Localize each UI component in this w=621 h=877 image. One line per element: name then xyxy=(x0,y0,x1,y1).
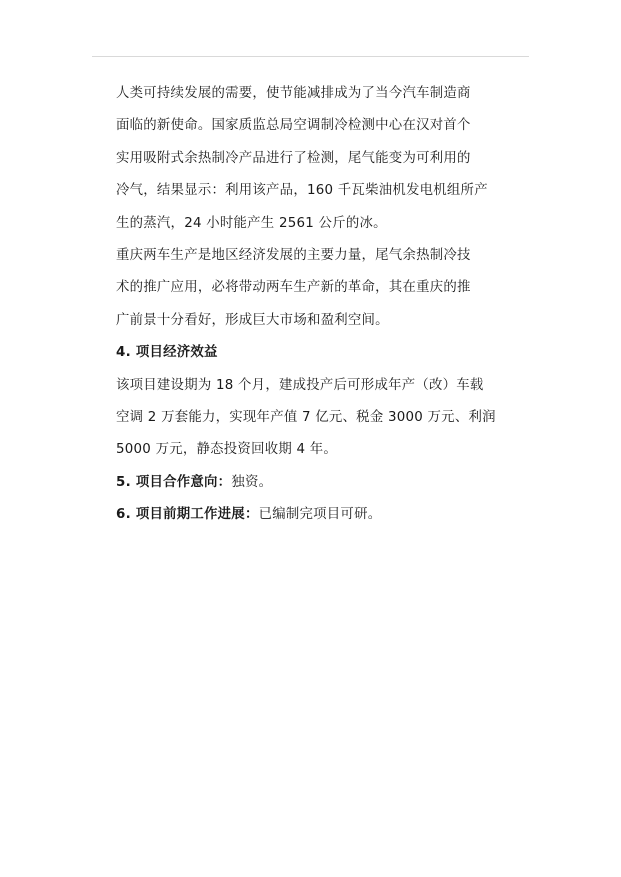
paragraph-line: 术的推广应用，必将带动两车生产新的革命，其在重庆的推 xyxy=(116,280,471,296)
paragraph-line: 人类可持续发展的需要，使节能减排成为了当今汽车制造商 xyxy=(116,86,471,101)
section-6-row xyxy=(116,499,516,531)
section-5-row xyxy=(116,467,516,499)
section-6-value: 已编制完项目可研。 xyxy=(258,507,382,523)
paragraph-line: 生的蒸汽，24 小时能产生 2561 公斤的冰。 xyxy=(116,215,387,231)
paragraph-line: 重庆两车生产是地区经济发展的主要力量，尾气余热制冷技 xyxy=(116,248,471,264)
paragraph-line: 实用吸附式余热制冷产品进行了检测，尾气能变为可利用的 xyxy=(116,150,471,166)
paragraph-line: 面临的新使命。国家质监总局空调制冷检测中心在汉对首个 xyxy=(116,118,471,134)
section-6-heading: 6. 项目前期工作进展： xyxy=(116,507,259,523)
document-body xyxy=(116,78,516,532)
paragraph-line: 冷气，结果显示：利用该产品，160 千瓦柴油机发电机组所产 xyxy=(116,183,488,199)
paragraph-line: 广前景十分看好，形成巨大市场和盈利空间。 xyxy=(116,312,389,328)
section-5-value: 独资。 xyxy=(231,474,273,490)
section-4-heading: 4. 项目经济效益 xyxy=(116,345,218,361)
section-4-line: 5000 万元，静态投资回收期 4 年。 xyxy=(116,442,338,458)
section-4-line: 该项目建设期为 18 个月，建成投产后可形成年产（改）车载 xyxy=(116,377,484,393)
section-5-heading: 5. 项目合作意向： xyxy=(116,474,232,490)
header-rule xyxy=(92,56,529,57)
section-4-line: 空调 2 万套能力，实现年产值 7 亿元、税金 3000 万元、利润 xyxy=(116,410,496,426)
